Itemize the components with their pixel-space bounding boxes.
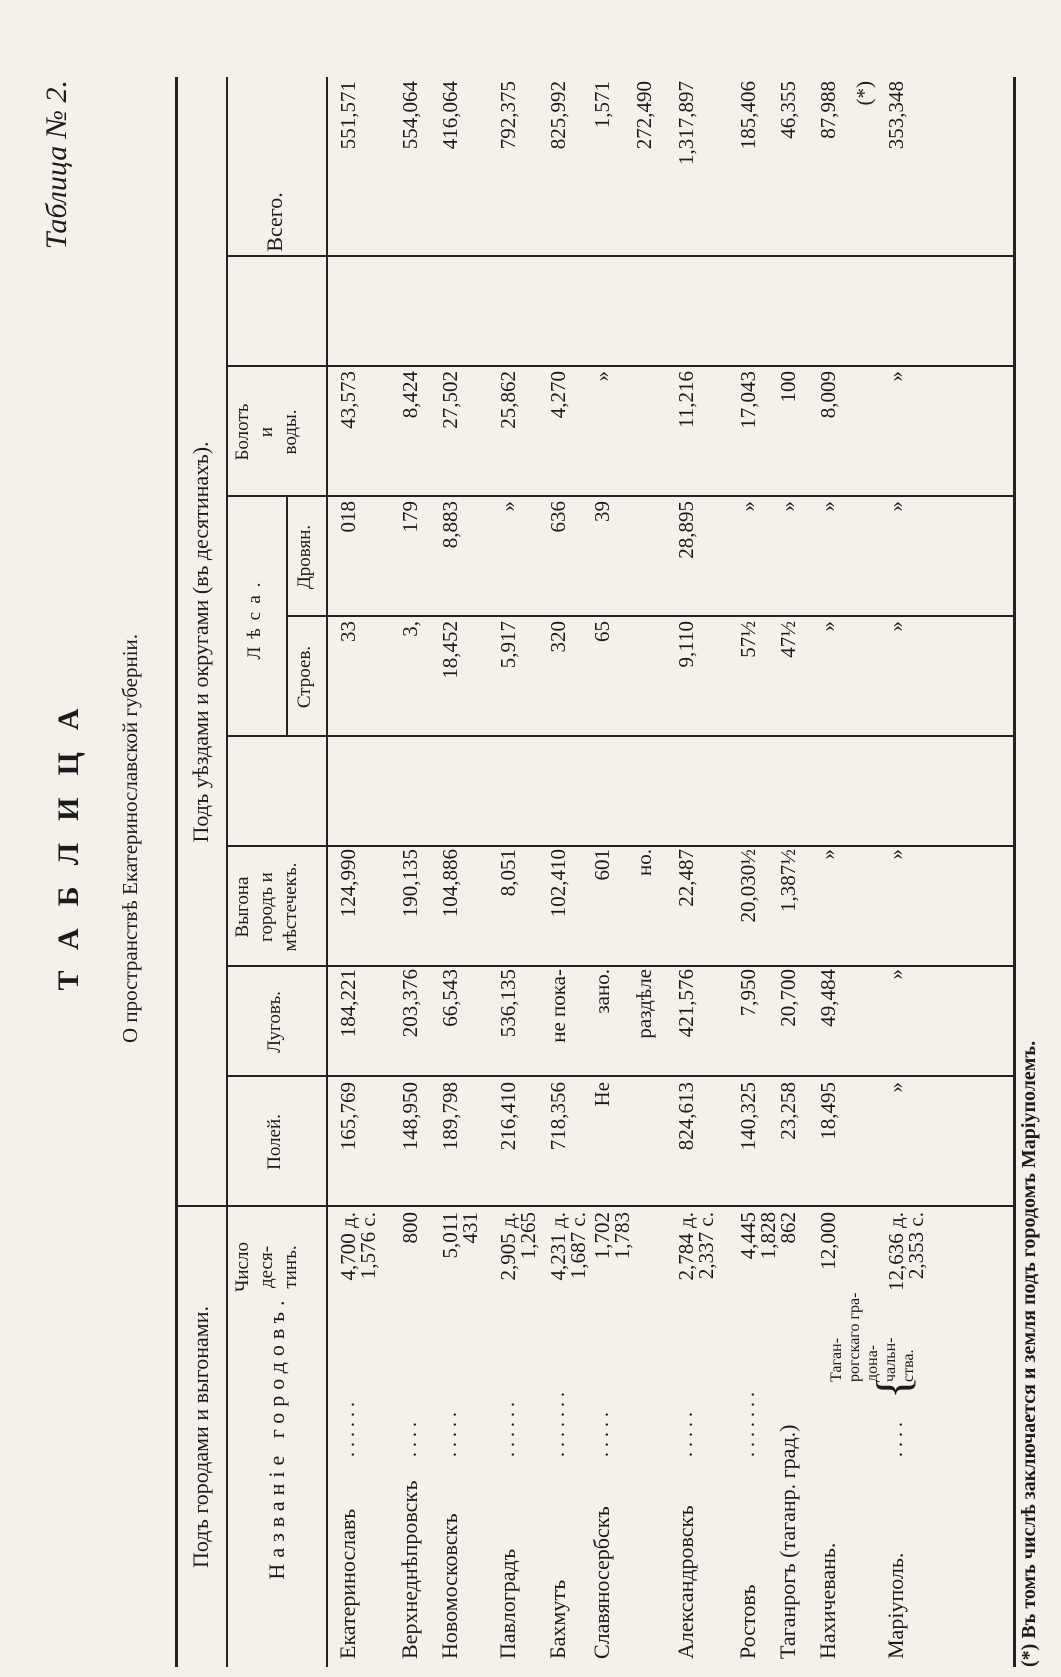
cell-fields: 824,613 [674, 1082, 698, 1151]
cell-pasture: » [884, 849, 908, 860]
cell-swamp: » [884, 371, 908, 382]
data-table [175, 77, 1016, 1667]
cell-pasture: 601 [590, 849, 614, 881]
column-header-desyatin-3: тинъ. [280, 1245, 301, 1289]
row-name: Нахичевань. [815, 1542, 840, 1659]
row-name: Александровскъ [673, 1505, 698, 1659]
cell-fire: 018 [336, 501, 360, 533]
row-name: Таганрогъ (таганр. град.) [775, 1424, 800, 1659]
cell-meadows: зано. [590, 969, 614, 1014]
cell-fields: 23,258 [776, 1082, 800, 1140]
column-header-fields: Полей. [264, 1114, 285, 1170]
cell-d1: 2,905 д. [496, 1212, 520, 1281]
row-name: Новомосковскъ [437, 1513, 462, 1659]
cell-swamp: 17,043 [736, 371, 760, 429]
row-name: Маріуполь. [883, 1552, 908, 1659]
cell-swamp: » [590, 371, 614, 382]
cell-fire: » [816, 501, 840, 512]
cell-meadows: 184,221 [336, 969, 360, 1038]
column-header-pasture-3: мѣстечекъ. [280, 862, 301, 952]
cell-build: 47½ [776, 621, 800, 658]
taganrog-brace: { [867, 1375, 920, 1399]
cell-pasture: 104,886 [438, 849, 462, 918]
cell-fire: 8,883 [438, 501, 462, 549]
column-header-swamp-2: и [256, 426, 277, 438]
cell-d2: 431 [458, 1212, 482, 1244]
cell-total: (*) [852, 81, 876, 106]
cell-meadows: не пока- [546, 969, 570, 1043]
column-header-forest: Лѣса. [244, 574, 265, 660]
cell-pasture: 102,410 [546, 849, 570, 918]
row-name: Славяносербскъ [589, 1506, 614, 1659]
cell-total: 792,375 [496, 81, 520, 150]
cell-d2: 1,687 с. [566, 1212, 590, 1280]
cell-fields: 165,769 [336, 1082, 360, 1151]
column-header-name: Названіе городовъ. [264, 1294, 289, 1580]
cell-fire: 28,895 [674, 501, 698, 559]
cell-d1: 1,702 [590, 1212, 614, 1260]
group-header-districts: Подъ уѣздами и округами (въ десятинахъ). [188, 441, 213, 843]
cell-fields: Не [590, 1082, 614, 1107]
cell-fire: » [884, 501, 908, 512]
cell-fire: 636 [546, 501, 570, 533]
cell-meadows: 66,543 [438, 969, 462, 1027]
cell-pasture: но. [632, 849, 656, 876]
cell-d2: 2,337 с. [694, 1212, 718, 1280]
cell-d1: 862 [776, 1212, 800, 1244]
cell-total: 551,571 [336, 81, 360, 150]
cell-total: 1,317,897 [674, 81, 698, 165]
cell-pasture: 190,135 [398, 849, 422, 918]
cell-build: 18,452 [438, 621, 462, 679]
cell-meadows: раздѣле [632, 969, 656, 1039]
cell-meadows: 536,135 [496, 969, 520, 1038]
cell-d1: 4,231 д. [546, 1212, 570, 1281]
footnote: (*) Въ томъ числѣ заключается и земля подъ городомъ Маріуполемъ. [1018, 1040, 1040, 1667]
cell-pasture: 8,051 [496, 849, 520, 897]
row-name: Верхнеднѣпровскъ [397, 1480, 422, 1659]
cell-fire: » [736, 501, 760, 512]
cell-build: 9,110 [674, 621, 698, 668]
cell-total: 185,406 [736, 81, 760, 150]
row-leader-dots: . . . . [885, 1422, 907, 1457]
row-name: Павлоградъ [495, 1548, 520, 1659]
row-name: Бахмутъ [545, 1579, 570, 1659]
cell-meadows: 49,484 [816, 969, 840, 1027]
cell-pasture: 22,487 [674, 849, 698, 907]
column-header-desyatin-1: Число [232, 1242, 253, 1292]
cell-meadows: 421,576 [674, 969, 698, 1038]
cell-total: 353,348 [884, 81, 908, 150]
column-header-forest-build: Строев. [294, 645, 315, 709]
cell-build: 33 [336, 621, 360, 642]
cell-meadows: 203,376 [398, 969, 422, 1038]
cell-total: 416,064 [438, 81, 462, 150]
row-leader-dots: . . . . . [675, 1412, 697, 1457]
cell-fields: » [884, 1082, 908, 1093]
cell-pasture: 20,030½ [736, 849, 760, 923]
cell-meadows: 7,950 [736, 969, 760, 1017]
column-header-pasture-2: городъ и [256, 872, 277, 942]
cell-meadows: » [884, 969, 908, 980]
cell-fire: 39 [590, 501, 614, 522]
cell-swamp: 8,009 [816, 371, 840, 419]
cell-pasture: 124,990 [336, 849, 360, 918]
cell-d1: 5,011 [438, 1212, 462, 1259]
cell-total: 87,988 [816, 81, 840, 139]
cell-pasture: » [816, 849, 840, 860]
cell-d2: 1,828 [756, 1212, 780, 1260]
cell-build: 57½ [736, 621, 760, 658]
column-header-total: Всего. [262, 192, 287, 252]
cell-d1: 4,700 д. [336, 1212, 360, 1281]
cell-fire: » [776, 501, 800, 512]
cell-total: 1,571 [590, 81, 614, 129]
cell-fields: 718,356 [546, 1082, 570, 1151]
row-leader-dots: . . . . . . [337, 1402, 359, 1457]
table-number-caption: Таблица № 2. [40, 80, 73, 250]
cell-d2: 2,353 с. [904, 1212, 928, 1280]
cell-d2: 1,783 [610, 1212, 634, 1260]
cell-d1: 12,000 [816, 1212, 840, 1270]
group-header-towns: Подъ городами и выгонами. [188, 1306, 213, 1568]
row-leader-dots: . . . . . . . [737, 1392, 759, 1457]
cell-d1: 4,445 [736, 1212, 760, 1260]
cell-fields: 18,495 [816, 1082, 840, 1140]
cell-swamp: 43,573 [336, 371, 360, 429]
column-header-forest-fire: Дровян. [294, 524, 315, 590]
cell-total: 554,064 [398, 81, 422, 150]
taganrog-note: Таган- рогскаго гра- дона- чальн- ства. [828, 1292, 917, 1382]
cell-pasture: 1,387½ [776, 849, 800, 912]
column-header-swamp-3: воды. [280, 409, 301, 455]
cell-build: 65 [590, 621, 614, 642]
column-header-swamp-1: Болотъ [232, 403, 253, 461]
page-subtitle: О пространствѣ Екатеринославской губерніи. [118, 633, 142, 1044]
cell-build: 3, [398, 621, 422, 637]
cell-swamp: 11,216 [674, 371, 698, 428]
column-header-desyatin-2: деся- [256, 1245, 277, 1289]
row-name: Ростовъ [735, 1584, 760, 1659]
row-leader-dots: . . . . . [591, 1412, 613, 1457]
cell-build: 5,917 [496, 621, 520, 669]
cell-d1: 2,784 д. [674, 1212, 698, 1281]
cell-total: 825,992 [546, 81, 570, 150]
cell-swamp: 100 [776, 371, 800, 403]
row-leader-dots: . . . . . . . [547, 1392, 569, 1457]
row-name: Екатеринославъ [335, 1508, 360, 1659]
cell-build: » [884, 621, 908, 632]
column-header-pasture-1: Выгона [232, 876, 253, 938]
cell-meadows: 20,700 [776, 969, 800, 1027]
cell-fire: 179 [398, 501, 422, 533]
cell-build: 320 [546, 621, 570, 653]
cell-swamp: 8,424 [398, 371, 422, 419]
cell-d2: 1,265 [516, 1212, 540, 1260]
cell-fields: 216,410 [496, 1082, 520, 1151]
row-leader-dots: . . . . . [439, 1412, 461, 1457]
cell-swamp: 25,862 [496, 371, 520, 429]
cell-fields: 189,798 [438, 1082, 462, 1151]
cell-d2: 1,576 с. [356, 1212, 380, 1280]
cell-fields: 140,325 [736, 1082, 760, 1151]
cell-fields: 148,950 [398, 1082, 422, 1151]
cell-build: » [816, 621, 840, 632]
cell-total: 272,490 [632, 81, 656, 150]
row-leader-dots: . . . . . . [497, 1402, 519, 1457]
column-header-meadows: Луговъ. [264, 991, 285, 1053]
row-leader-dots: . . . . [399, 1422, 421, 1457]
page-title: ТАБЛИЦА [52, 686, 85, 991]
cell-fire: » [496, 501, 520, 512]
cell-d1: 800 [398, 1212, 422, 1244]
cell-d1: 12,636 д. [884, 1212, 908, 1291]
cell-swamp: 27,502 [438, 371, 462, 429]
cell-total: 46,355 [776, 81, 800, 139]
cell-swamp: 4,270 [546, 371, 570, 419]
